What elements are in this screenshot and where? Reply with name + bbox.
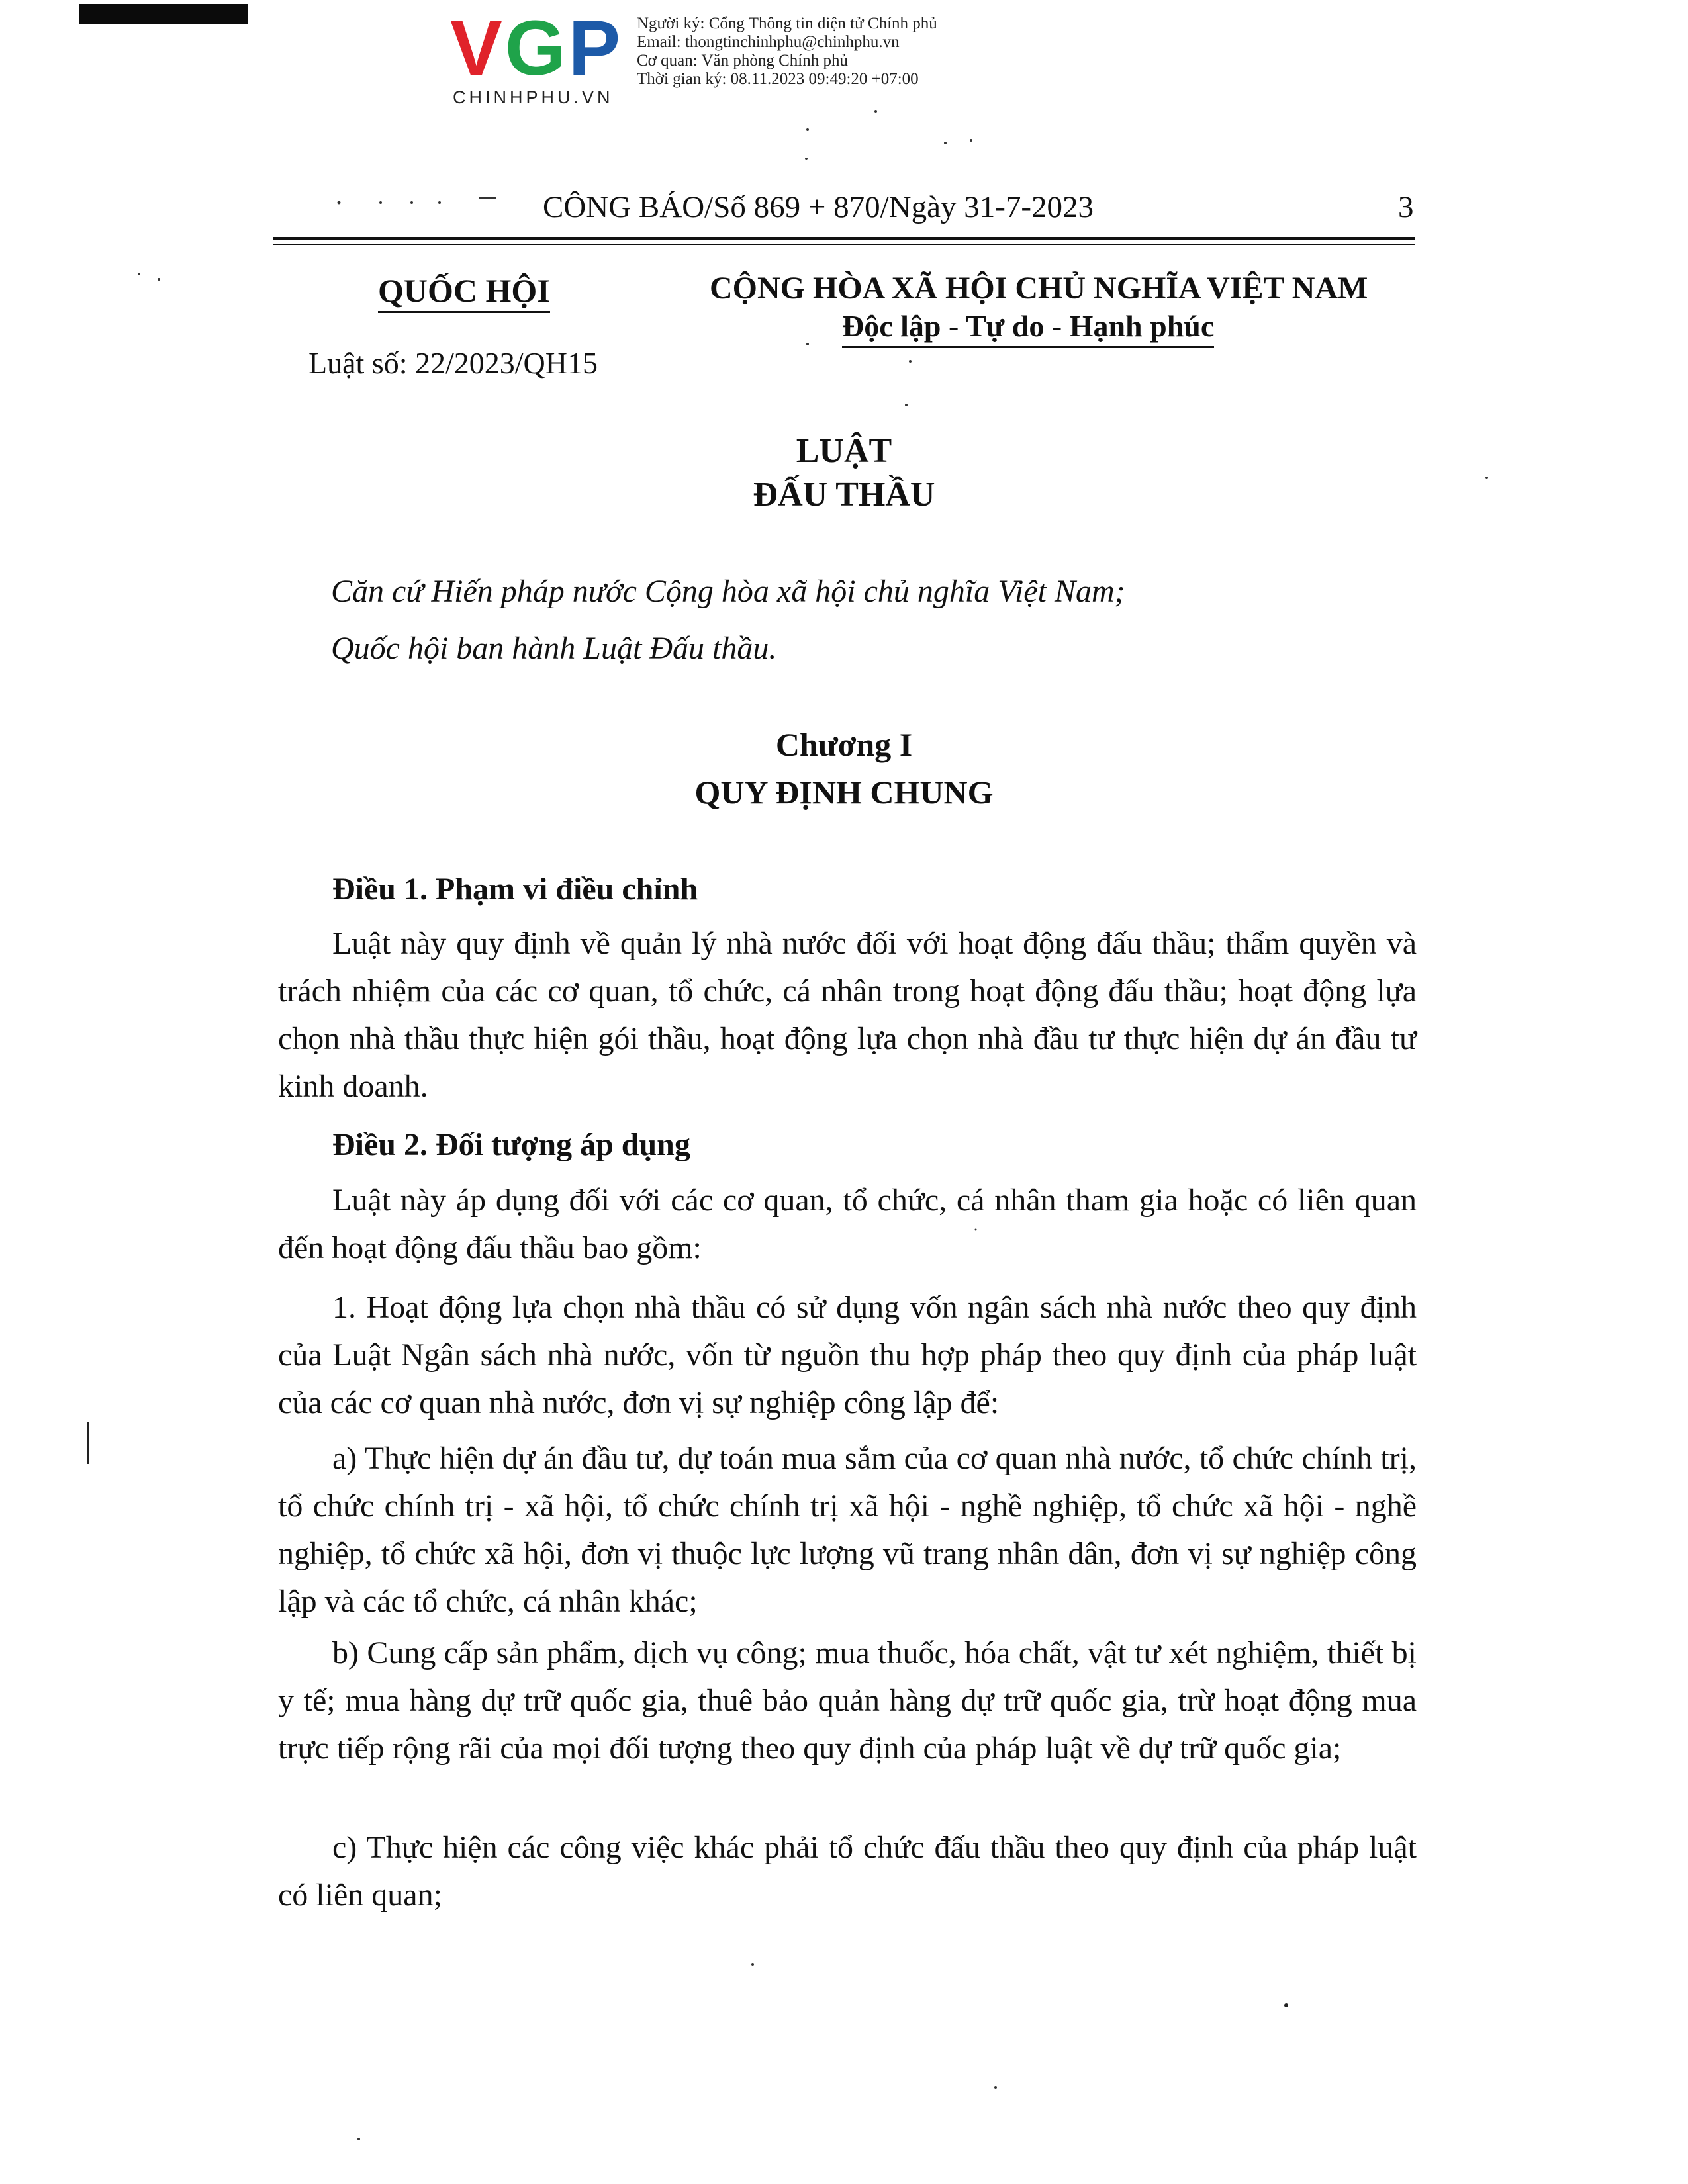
signature-agency: Cơ quan: Văn phòng Chính phủ (637, 52, 849, 69)
document-type: LUẬT (796, 432, 892, 470)
article-2-point-c: c) Thực hiện các công việc khác phải tổ chức đấu thầu theo quy định của pháp luật có liên quan; (278, 1830, 1417, 1913)
signature-time: Thời gian ký: 08.11.2023 09:49:20 +07:00 (637, 70, 919, 88)
page-number: 3 (1398, 190, 1414, 224)
chapter-number: Chương I (775, 726, 913, 763)
article-2-point-b: b) Cung cấp sản phẩm, dịch vụ công; mua thuốc, hóa chất, vật tư xét nghiệm, thiết bị y tế; mua hàng dự trữ quốc gia, thuê bảo quản hàng dự trữ quốc gia, trừ hoạt động mua trực tiếp rộng rãi của mọi đối tượng theo quy định của pháp luật về dự trữ quốc gia; (278, 1635, 1417, 1766)
article-2-clause-1: 1. Hoạt động lựa chọn nhà thầu có sử dụng vốn ngân sách nhà nước theo quy định của Luật Ngân sách nhà nước, vốn từ nguồn thu hợp pháp theo quy định của pháp luật của các cơ quan nhà nước, đơn vị sự nghiệp công lập để: (278, 1290, 1417, 1420)
preamble-line-2: Quốc hội ban hành Luật Đấu thầu. (331, 631, 777, 666)
article-2-heading: Điều 2. Đối tượng áp dụng (332, 1127, 690, 1162)
chapter-name: QUY ĐỊNH CHUNG (694, 774, 994, 811)
article-2-intro: Luật này áp dụng đối với các cơ quan, tổ chức, cá nhân tham gia hoặc có liên quan đến hoạt động đấu thầu bao gồm: (278, 1183, 1417, 1265)
article-1-heading: Điều 1. Phạm vi điều chỉnh (332, 872, 698, 907)
logo-letter-p: P (568, 5, 624, 92)
article-1-body: Luật này quy định về quản lý nhà nước đối với hoạt động đấu thầu; thẩm quyền và trách nhiệm của các cơ quan, tổ chức, cá nhân trong hoạt động đấu thầu; hoạt động lựa chọn nhà thầu thực hiện gói thầu, hoạt động lựa chọn nhà đầu tư thực hiện dự án đầu tư kinh doanh. (278, 926, 1417, 1104)
national-motto: Độc lập - Tự do - Hạnh phúc (842, 308, 1214, 348)
logo-subtitle: CHINHPHU.VN (453, 87, 614, 107)
preamble-line-1: Căn cứ Hiến pháp nước Cộng hòa xã hội chủ nghĩa Việt Nam; (331, 574, 1125, 609)
law-number: Luật số: 22/2023/QH15 (308, 346, 598, 380)
signature-signer: Người ký: Cổng Thông tin điện tử Chính phủ (637, 15, 937, 32)
gazette-title: CÔNG BÁO/Số 869 + 870/Ngày 31-7-2023 (543, 190, 1094, 224)
issuer-name: QUỐC HỘI (378, 271, 550, 313)
article-2-point-a: a) Thực hiện dự án đầu tư, dự toán mua sắm của cơ quan nhà nước, tổ chức chính trị, tổ chức chính trị - xã hội, tổ chức chính trị xã hội - nghề nghiệp, tổ chức xã hội - nghề nghiệp, tổ chức xã hội, đơn vị thuộc lực lượng vũ trang nhân dân, đơn vị sự nghiệp công lập và các tổ chức, cá nhân khác; (278, 1441, 1417, 1619)
signature-email: Email: thongtinchinhphu@chinhphu.vn (637, 33, 900, 51)
logo-letter-g: G (504, 5, 569, 92)
logo-letter-v: V (450, 5, 505, 92)
document-title: ĐẤU THẦU (753, 476, 935, 514)
nation-name: CỘNG HÒA XÃ HỘI CHỦ NGHĨA VIỆT NAM (710, 271, 1368, 306)
